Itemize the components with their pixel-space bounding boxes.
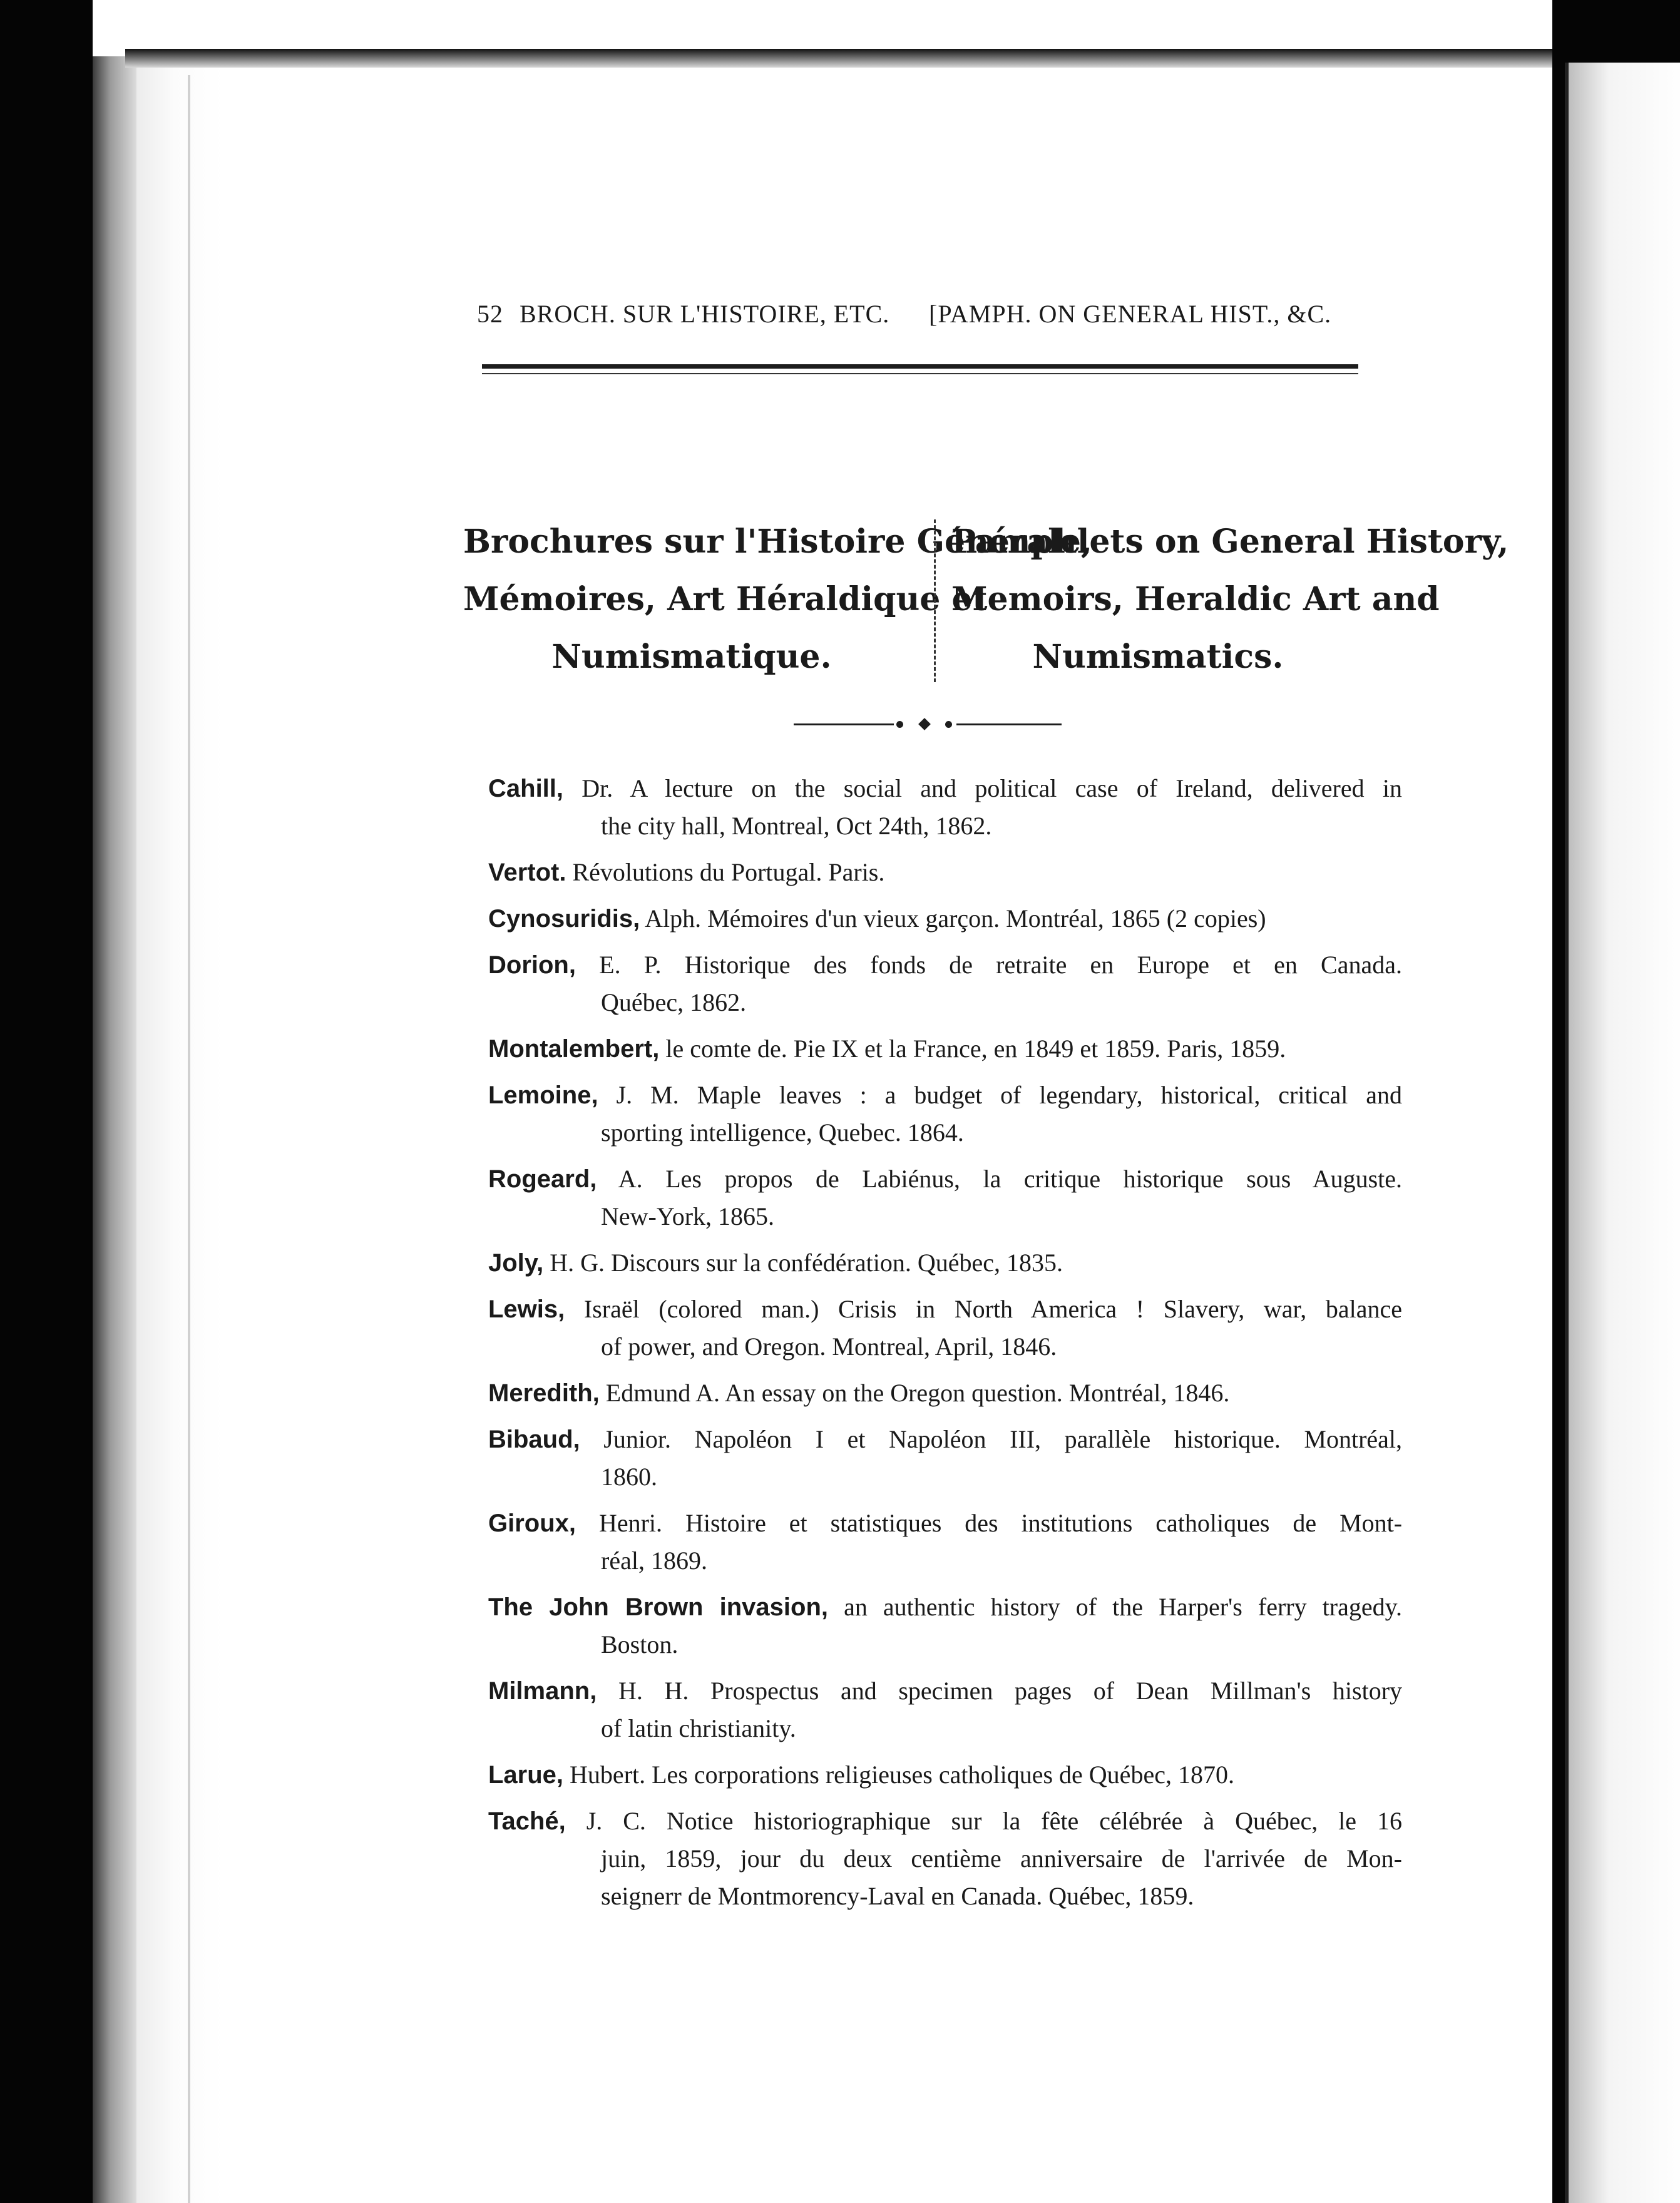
section-title-english — [951, 513, 1509, 695]
bibliography-entry — [488, 1505, 1402, 1580]
scan-border-left — [0, 0, 93, 2203]
entry-author-name: J. C. — [586, 1807, 646, 1835]
bibliography-entry — [488, 1756, 1402, 1794]
entry-continuation-line — [488, 1542, 1402, 1580]
entry-author-name: E. P. — [599, 951, 662, 979]
entry-author-name: le comte de. — [665, 1035, 787, 1063]
bibliography-entry — [488, 946, 1402, 1021]
header-rule-thin — [482, 373, 1358, 374]
entry-author: Rogeard, — [488, 1165, 597, 1193]
entry-continuation-line — [488, 1198, 1402, 1235]
entry-continuation-line — [488, 1710, 1402, 1747]
entry-text: Prospectus and specimen pages of Dean Millman's history — [710, 1677, 1403, 1705]
bibliography-entry — [488, 1421, 1402, 1496]
entry-text: Notice historiographique sur la fête célébrée à Québec, le 16 — [666, 1807, 1403, 1835]
bibliography-entry — [488, 1802, 1402, 1915]
title-english-line: Numismatics. — [1032, 638, 1284, 676]
entry-text: réal, 1869. — [601, 1546, 707, 1575]
entry-text: Maple leaves : a budget of legendary, historical, critical and — [697, 1081, 1403, 1109]
title-french-line: Numismatique. — [551, 638, 832, 676]
page-gutter-shadow — [93, 38, 136, 2203]
entry-text: A lecture on the social and political case of Ireland, delivered in — [630, 774, 1403, 802]
entry-text: Les corporations religieuses catholiques de Québec, 1870. — [652, 1761, 1234, 1789]
entry-first-line — [488, 1421, 1402, 1458]
entry-continuation-line — [488, 984, 1402, 1021]
entry-continuation-line — [488, 1878, 1402, 1915]
entry-first-line — [488, 946, 1402, 984]
bibliography-entry — [488, 770, 1402, 845]
entry-continuation-line — [488, 1328, 1402, 1366]
entry-text: of power, and Oregon. Montreal, April, 1846. — [601, 1332, 1057, 1361]
entry-continuation-line — [488, 1840, 1402, 1878]
entry-first-line — [488, 1291, 1402, 1328]
entry-author: The John Brown invasion, — [488, 1593, 828, 1621]
entry-author-name: Dr. — [581, 774, 613, 802]
entry-author: Milmann, — [488, 1677, 597, 1705]
entry-author-name: Henri. — [598, 1509, 663, 1537]
entry-text: Napoléon I et Napoléon III, parallèle historique. Montréal, — [694, 1425, 1403, 1453]
entry-first-line — [488, 1076, 1402, 1114]
entry-text: Crisis in North America ! Slavery, war, balance — [838, 1295, 1403, 1323]
entry-author: Vertot. — [488, 859, 566, 886]
entry-text: sporting intelligence, Quebec. 1864. — [601, 1118, 964, 1147]
header-rule-thick — [482, 364, 1358, 369]
entry-author: Joly, — [488, 1249, 544, 1277]
entry-author-name: Israël (colored man.) — [583, 1295, 819, 1323]
entry-text: Mémoires d'un vieux garçon. Montréal, 1865 (2 copies) — [707, 904, 1266, 933]
entry-first-line — [488, 1588, 1402, 1626]
entry-author-name: J. M. — [616, 1081, 679, 1109]
entry-first-line — [488, 1374, 1402, 1412]
title-divider — [934, 519, 936, 682]
entry-author-name: Hubert. — [570, 1761, 646, 1789]
entry-text: Boston. — [601, 1630, 679, 1659]
entry-author-name: Edmund A. — [605, 1379, 720, 1407]
entry-author-name: Junior. — [603, 1425, 672, 1453]
entry-author-name: H. G. — [550, 1249, 605, 1277]
entry-text: an authentic history of the Harper's ferry tragedy. — [844, 1593, 1403, 1621]
running-head-french: BROCH. SUR L'HISTOIRE, ETC. — [520, 300, 890, 328]
bibliography-entry — [488, 900, 1402, 938]
section-title-french — [463, 513, 1093, 695]
entry-author: Bibaud, — [488, 1426, 580, 1453]
entry-author: Lemoine, — [488, 1081, 598, 1109]
running-head — [477, 299, 1378, 337]
entry-author-name: Alph. — [645, 904, 702, 933]
entry-first-line — [488, 1030, 1402, 1068]
entry-text: Révolutions du Portugal. Paris. — [572, 858, 885, 886]
entry-first-line — [488, 1756, 1402, 1794]
entry-author-name: H. H. — [618, 1677, 689, 1705]
bibliography-entry — [488, 1291, 1402, 1366]
entry-continuation-line — [488, 1458, 1402, 1496]
entry-text: juin, 1859, jour du deux centième anniversaire de l'arrivée de Mon- — [601, 1844, 1402, 1873]
entry-author-name: A. — [618, 1165, 643, 1193]
title-french-line: Mémoires, Art Héraldique et — [463, 580, 988, 618]
entry-author: Lewis, — [488, 1296, 565, 1323]
entry-text: seignerr de Montmorency-Laval en Canada. Québec, 1859. — [601, 1882, 1194, 1910]
title-english-line: Pamphlets on General History, — [951, 523, 1509, 561]
entry-text: New-York, 1865. — [601, 1202, 775, 1230]
entry-first-line — [488, 1244, 1402, 1282]
entry-first-line — [488, 770, 1402, 807]
entry-author: Giroux, — [488, 1510, 576, 1537]
bibliography-entry — [488, 1076, 1402, 1152]
entry-first-line — [488, 1505, 1402, 1542]
bibliography-list — [488, 770, 1402, 1924]
entry-text: Discours sur la confédération. Québec, 1835. — [610, 1249, 1063, 1277]
entry-author: Montalembert, — [488, 1035, 660, 1063]
entry-text: Les propos de Labiénus, la critique historique sous Auguste. — [665, 1165, 1403, 1193]
entry-first-line — [488, 900, 1402, 938]
ornament-dot — [896, 721, 903, 728]
entry-author: Meredith, — [488, 1379, 600, 1407]
title-french-line: Brochures sur l'Histoire Générale, — [463, 523, 1093, 561]
entry-continuation-line — [488, 807, 1402, 845]
entry-text: the city hall, Montreal, Oct 24th, 1862. — [601, 812, 992, 840]
entry-text: 1860. — [601, 1463, 657, 1491]
entry-text: of latin christianity. — [601, 1714, 796, 1742]
entry-continuation-line — [488, 1114, 1402, 1152]
entry-text: Histoire et statistiques des institutions catholiques de Mont- — [685, 1509, 1403, 1537]
bibliography-entry — [488, 1030, 1402, 1068]
entry-first-line — [488, 1160, 1402, 1198]
title-english-line: Memoirs, Heraldic Art and — [951, 580, 1440, 618]
entry-first-line — [488, 854, 1402, 891]
scan-border-top — [93, 0, 1552, 56]
bibliography-entry — [488, 1160, 1402, 1235]
page-number: 52 — [477, 300, 503, 328]
entry-text: An essay on the Oregon question. Montréal, 1846. — [724, 1379, 1230, 1407]
entry-author: Dorion, — [488, 951, 576, 979]
entry-continuation-line — [488, 1626, 1402, 1664]
entry-text: Historique des fonds de retraite en Europe et en Canada. — [684, 951, 1402, 979]
entry-author: Cynosuridis, — [488, 905, 640, 933]
entry-author: Cahill, — [488, 775, 564, 802]
page-fold-line — [188, 75, 190, 2203]
bibliography-entry — [488, 1244, 1402, 1282]
bibliography-entry — [488, 1588, 1402, 1664]
entry-first-line — [488, 1672, 1402, 1710]
entry-author: Larue, — [488, 1761, 564, 1789]
entry-author: Taché, — [488, 1807, 566, 1835]
entry-text: Québec, 1862. — [601, 988, 747, 1016]
bibliography-entry — [488, 1672, 1402, 1747]
bibliography-entry — [488, 854, 1402, 891]
ornament-line-left — [794, 723, 894, 725]
entry-text: Pie IX et la France, en 1849 et 1859. Paris, 1859. — [793, 1035, 1286, 1063]
page-top-edge — [125, 49, 1565, 68]
ornament-dot — [945, 721, 952, 728]
entry-first-line — [488, 1802, 1402, 1840]
ornament-line-right — [956, 723, 1062, 725]
running-head-english: [PAMPH. ON GENERAL HIST., &C. — [929, 300, 1332, 328]
adjacent-page-edge — [1565, 63, 1680, 2203]
bibliography-entry — [488, 1374, 1402, 1412]
